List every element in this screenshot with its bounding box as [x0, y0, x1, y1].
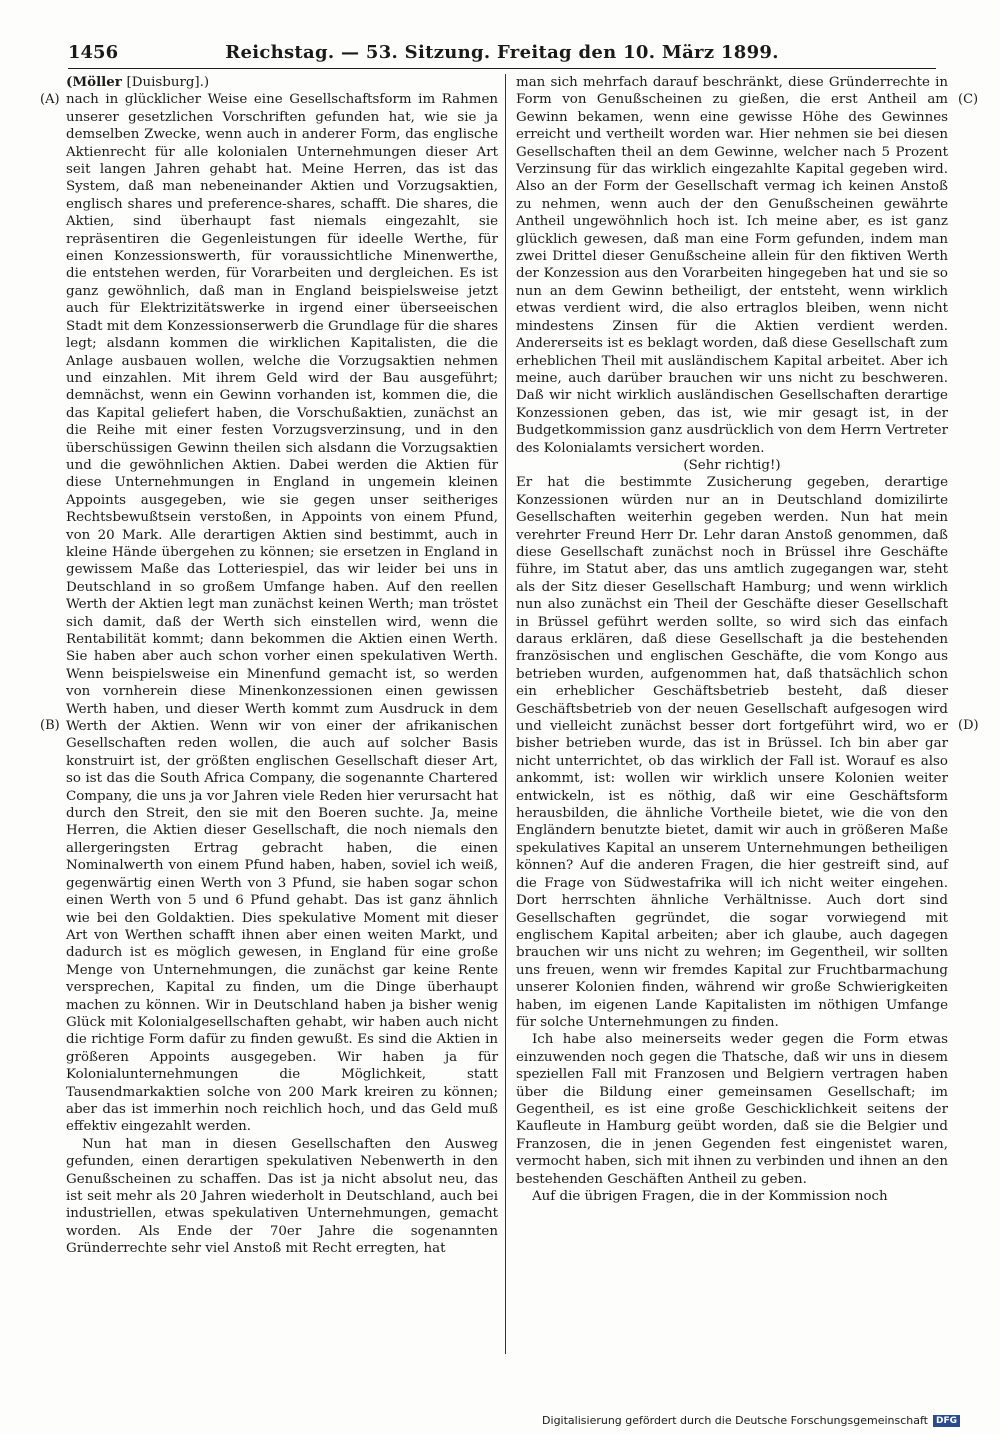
credit-text: Digitalisierung gefördert durch die Deutsche Forschungsgemeinschaft	[542, 1414, 928, 1427]
right-paragraph-4: Auf die übrigen Fragen, die in der Kommission noch	[532, 1189, 888, 1204]
interjection: (Sehr richtig!)	[683, 457, 781, 473]
digitization-credit	[542, 1414, 960, 1427]
right-paragraph-1: man sich mehrfach darauf beschränkt, diese Gründerrechte in Form von Genußscheinen zu gießen, die erst Antheil am Gewinn bekamen, wenn eine gewisse Höhe des Gewinnes erreicht und vertheilt worden war. Hier nehmen sie bei diesen Gesellschaften theil an dem Gewinne, welcher nach 5 Prozent Verzinsung für das wirklich eingezahlte Kapital gegeben wird. Also an der Form der Gesellschaft vermag ich keinen Anstoß zu nehmen, wenn auch der den Genußscheinen gewährte Antheil ungewöhnlich hoch ist. Ich meine aber, es ist ganz glücklich gewesen, daß man eine Form gefunden, indem man zwei Drittel dieser Genußscheine allein für den fiktiven Werth der Konzession aus den Vorarbeiten hingegeben hat und sie so nun an dem Gewinn betheiligt, der entsteht, wenn wirklich etwas verdient wird, die also ertraglos bleiben, wenn nicht mindestens Zinsen für die Aktien verdient werden. Andererseits ist es beklagt worden, daß diese Gesellschaft zum erheblichen Theil mit ausländischem Kapital arbeitet. Aber ich meine, auch darüber brauchen wir uns nicht zu beschweren. Daß wir nicht wirklich ausländischen Gesellschaften derartige Konzessionen geben, das ist, wie mir gesagt ist, in der Budgetkommission ganz ausdrücklich von dem Herrn Vertreter des Kolonialamts versichert worden.	[516, 75, 948, 456]
page-header	[68, 40, 936, 69]
left-column	[66, 74, 498, 1258]
page-number: 1456	[68, 42, 119, 63]
column-divider	[505, 74, 506, 1354]
left-paragraph-2: Nun hat man in diesen Gesellschaften den Ausweg gefunden, einen derartigen spekulativen Nebenwerth in den Genußscheinen zu schaffen. Das ist ja nicht absolut neu, das ist seit mehr als 20 Jahren wiederholt in Deutschland, auch bei industriellen, etwas spekulativen Unternehmungen, gemacht worden. Als Ende der 70er Jahre die sogenannten Gründerrechte sehr viel Anstoß mit Recht erregten, hat	[66, 1136, 498, 1257]
right-paragraph-2: Er hat die bestimmte Zusicherung gegeben, derartige Konzessionen würden nur an in Deutschland domizilirte Gesellschaften weiterhin gegeben werden. Nun hat mein verehrter Freund Herr Dr. Lehr daran Anstoß genommen, daß diese Gesellschaft zunächst noch in Brüssel ihre Geschäfte führe, im Statut aber, das uns amtlich zugegangen war, steht als der Sitz dieser Gesellschaft Hamburg; und wenn wirklich nun also zunächst ein Theil der Geschäfte dieser Gesellschaft in Brüssel geführt werden sollte, so wird sich das einfach daraus erklären, daß diese Gesellschaft ja die bestehenden französischen und englischen Geschäfte, die vom Kongo aus betrieben wurden, aufgenommen hat, daß thatsächlich schon ein erheblicher Geschäftsbetrieb besteht, daß dieser Geschäftsbetrieb von der neuen Gesellschaft aufgesogen wird und vielleicht zunächst besser dort fortgeführt wird, wo er bisher betrieben wurde, das ist in Brüssel. Ich bin aber gar nicht unterrichtet, ob das wirklich der Fall ist. Worauf es also ankommt, ist: wollen wir wirklich unsere Kolonien weiter entwickeln, ist es nöthig, daß wir eine Geschäftsform herausbilden, die ähnliche Vortheile bietet, wie die von den Engländern benutzte bietet, damit wir auch in größeren Maße spekulatives Kapital an unserem Unternehmungen betheiligen können? Auf die anderen Fragen, die hier gestreift sind, auf die Frage von Südwestafrika will ich nicht weiter eingehen. Dort herrschten ähnliche Verhältnisse. Auch dort sind Gesellschaften gegründet, die sogar vorwiegend mit englischem Kapital arbeiten; aber ich glaube, auch dagegen brauchen wir uns nicht zu wehren; im Gegentheil, wir sollten uns freuen, wenn wir fremdes Kapital zur Fruchtbarmachung unserer Kolonien finden, während wir große Schwierigkeiten haben, im eigenen Lande Kapitalisten im nöthigen Umfange für solche Unternehmungen zu finden.	[516, 475, 948, 1030]
speaker-label	[66, 74, 498, 91]
running-title: Reichstag. — 53. Sitzung. Freitag den 10. März 1899.	[225, 42, 779, 63]
right-column	[516, 74, 948, 1205]
speaker-name: (Möller	[66, 74, 122, 90]
margin-marker-d: (D)	[958, 718, 979, 733]
margin-marker-c: (C)	[958, 92, 979, 107]
speaker-constituency: [Duisburg].)	[126, 75, 210, 90]
right-paragraph-3: Ich habe also meinerseits weder gegen die Form etwas einzuwenden noch gegen die Thatsche, daß wir uns in diesem speziellen Fall mit Franzosen und Belgiern vertragen haben über die Bildung einer gemeinsamen Gesellschaft; im Gegentheil, es ist eine große Geschicklichkeit seitens der Kaufleute in Hamburg geübt worden, daß sie die Belgier und Franzosen, die in jenen Gegenden fest eingenistet waren, vermocht haben, sich mit ihnen zu verbinden und ihnen an den bestehenden Geschäften Antheil zu geben.	[516, 1032, 948, 1187]
margin-marker-a: (A)	[40, 92, 60, 107]
left-paragraph-1: nach in glücklicher Weise eine Gesellschaftsform im Rahmen unserer gesetzlichen Vorschriften gefunden hat, wie sie ja demselben Zwecke, wenn auch in anderer Form, das englische Aktienrecht für alle kolonialen Unternehmungen dieser Art seit langen Jahren gehabt hat. Meine Herren, das ist das System, daß man nebeneinander Aktien und Vorzugsaktien, englisch shares und preference-shares, schafft. Die shares, die Aktien, sind überhaupt fast niemals eingezahlt, sie repräsentiren die Gegenleistungen für ideelle Werthe, für einen Konzessionswerth, für voraussichtliche Minenwerthe, die entstehen werden, für Vorarbeiten und dergleichen. Es ist ganz gewöhnlich, daß man in England beispielsweise jetzt auch für Elektrizitätswerke in irgend einer überseeischen Stadt mit dem Konzessionserwerb die Grundlage für die shares legt; alsdann kommen die wirklichen Kapitalisten, die die Anlage ausbauen wollen, welche die Vorzugsaktien nehmen und einzahlen. Mit ihrem Geld wird der Bau ausgeführt; demnächst, wenn ein Gewinn vorhanden ist, kommen die, die das Kapital geliefert haben, die Vorschußaktien, zunächst an die Reihe mit einer festen Vorzugsverzinsung, und in den überschüssigen Gewinn theilen sich alsdann die Vorzugsaktien und die gewöhnlichen Aktien. Dabei werden die Aktien für diese Unternehmungen in England in ungemein kleinen Appoints ausgegeben, wie sie gegen unser seitheriges Rechtsbewußtsein verstoßen, in Appoints von einem Pfund, von 20 Mark. Alle derartigen Aktien sind bestimmt, auch in kleine Hände übergehen zu können; sie ersetzen in England in gewissem Maße das Lotteriespiel, das wir leider bei uns in Deutschland in so großem Umfange haben. Auf den reellen Werth der Aktien legt man zunächst keinen Werth; man tröstet sich damit, daß der Werth sich einstellen wird, wenn die Rentabilität kommt; dann bekommen die Aktien einen Werth. Sie haben aber auch schon vorher einen spekulativen Werth. Wenn beispielsweise ein Minenfund gemacht ist, so werden von vornherein diese Minenkonzessionen einen gewissen Werth haben, und dieser Werth kommt zum Ausdruck in dem Werth der Aktien. Wenn wir von einer der afrikanischen Gesellschaften reden wollen, die auch auf solcher Basis konstruirt ist, der größten englischen Gesellschaft dieser Art, so ist das die South Africa Company, die sogenannte Chartered Company, die uns ja vor Jahren viele Reden hier verursacht hat durch den Streit, den sie mit den Boeren suchte. Ja, meine Herren, die Aktien dieser Gesellschaft, die noch niemals den allergeringsten Ertrag gebracht haben, die einen Nominalwerth von einem Pfund haben, haben, soviel ich weiß, gegenwärtig einen Werth von 3 Pfund, sie haben sogar schon einen Werth von 5 und 6 Pfund gehabt. Das ist ganz ähnlich wie bei den Goldaktien. Dies spekulative Moment mit dieser Art von Werthen schafft ihnen aber einen weiten Markt, und dadurch ist es möglich gewesen, in England für eine große Menge von Unternehmungen, die zunächst gar keine Rente versprechen, Kapital zu finden, um die Dinge überhaupt machen zu können. Wir in Deutschland haben ja bisher wenig Glück mit Kolonialgesellschaften gehabt, wir haben auch nicht die richtige Form dafür zu finden gewußt. Es sind die Aktien in größeren Appoints ausgegeben. Wir haben ja für Kolonialunternehmungen die Möglichkeit, statt Tausendmarkaktien solche von 200 Mark kreiren zu können; aber das ist immerhin noch reichlich hoch, und das Geld muß effektiv eingezahlt werden.	[66, 92, 498, 1135]
dfg-logo: DFG	[933, 1415, 960, 1427]
margin-marker-b: (B)	[40, 718, 60, 733]
